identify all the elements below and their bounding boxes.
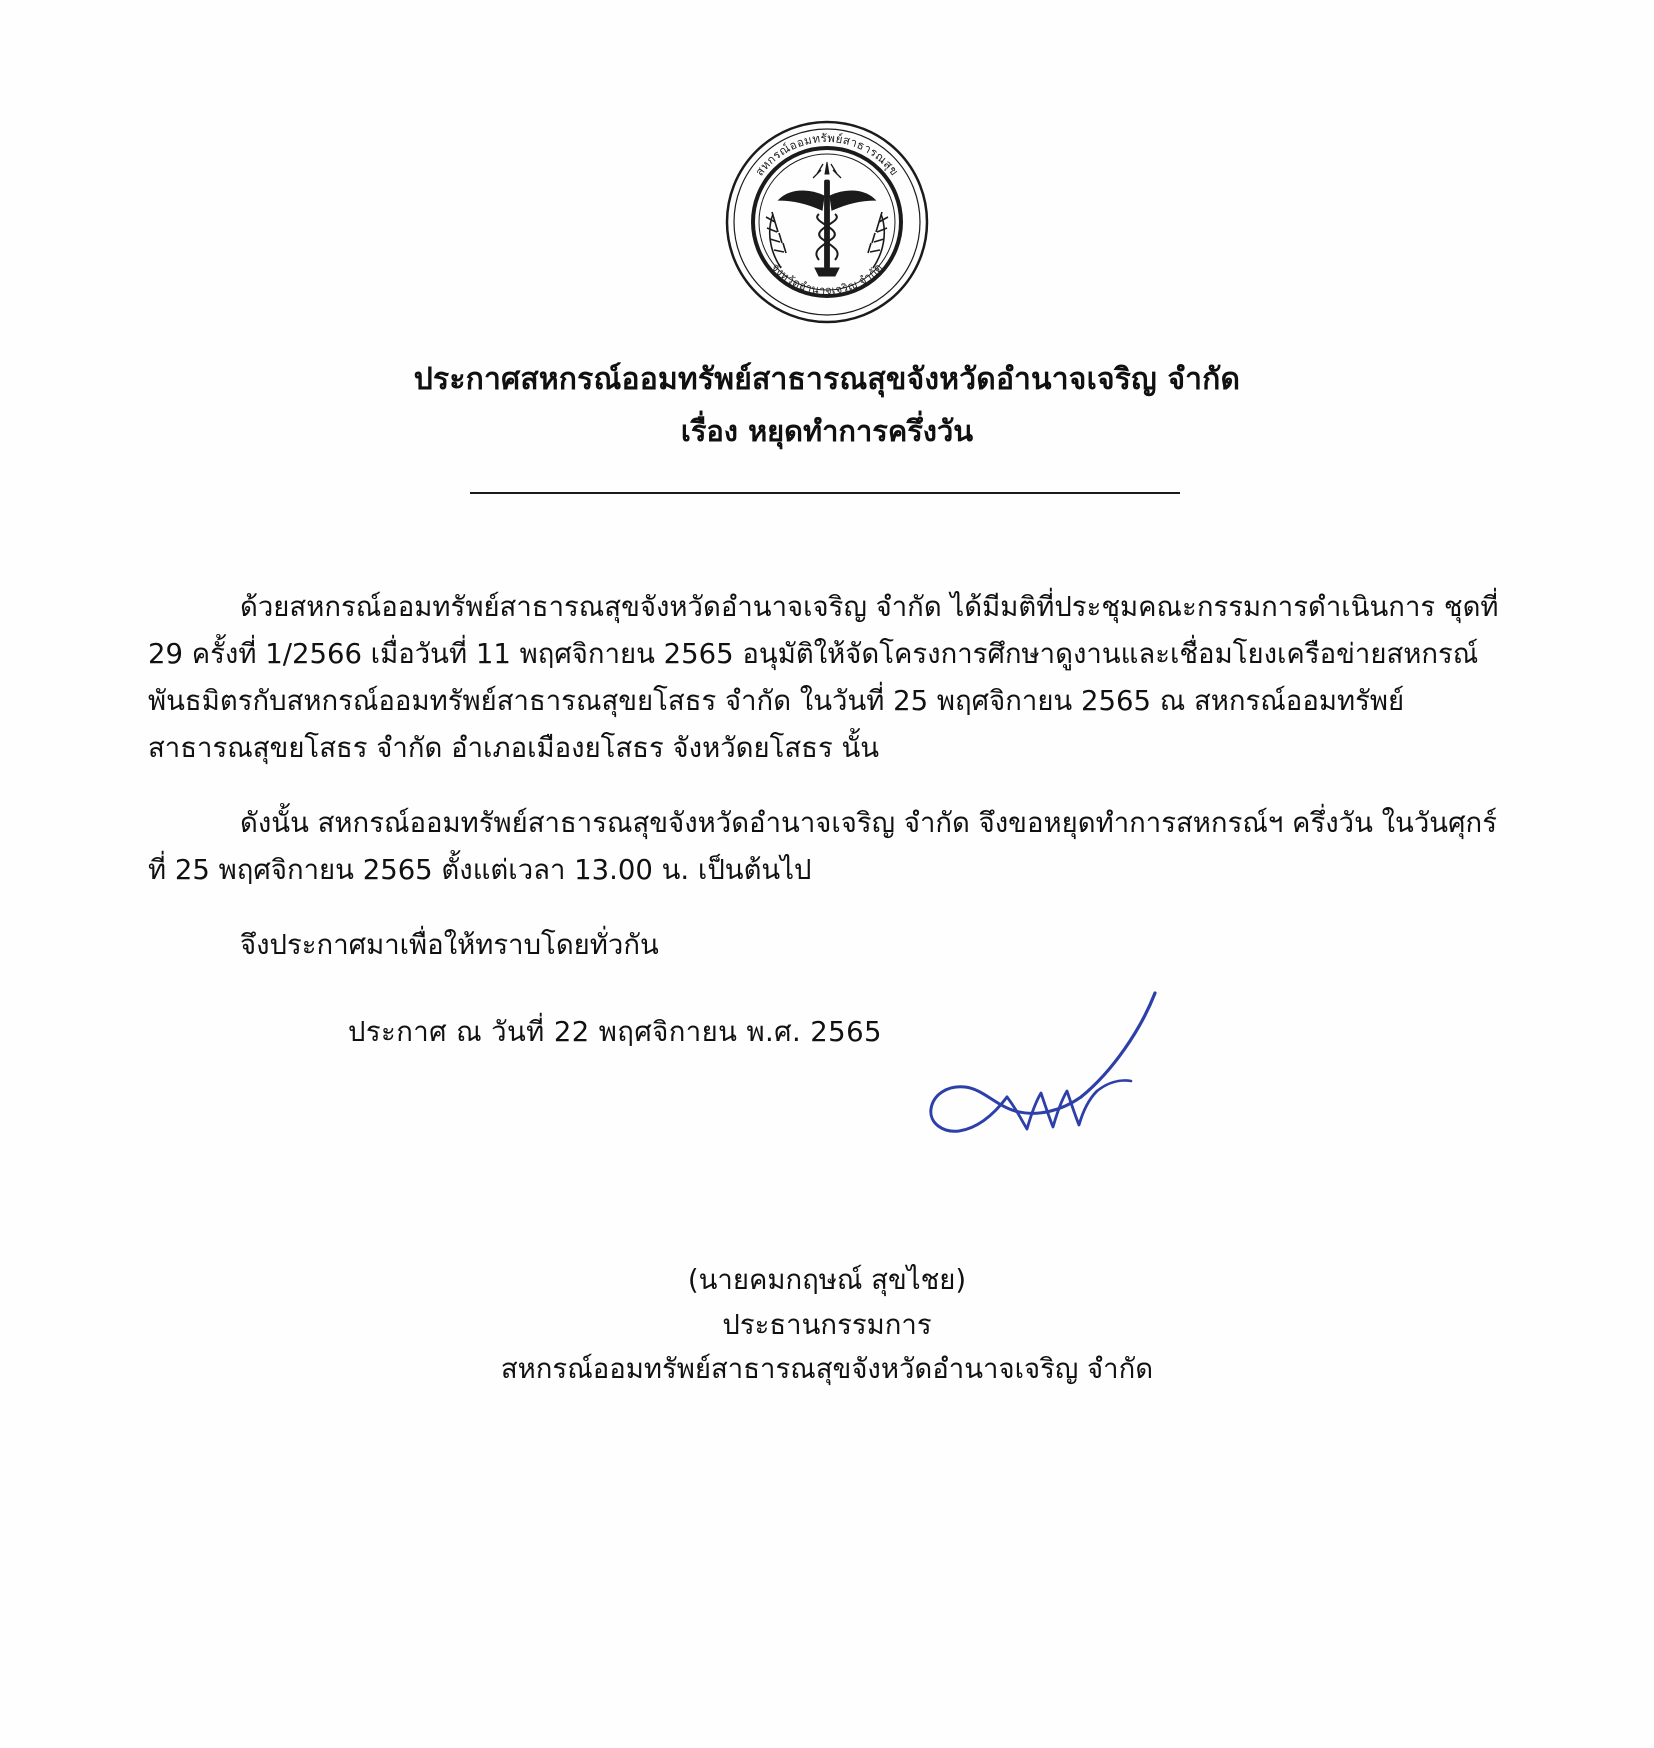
handwritten-signature (855, 985, 1275, 1195)
paragraph-1-text: ด้วยสหกรณ์ออมทรัพย์สาธารณสุขจังหวัดอำนาจเจริญ จำกัด ได้มีมติที่ประชุมคณะกรรมการดำเนินการ ชุดที่ 29 ครั้งที่ 1/2566 เมื่อวันที่ 11 พฤศจิกายน 2565 อนุมัติให้จัดโครงการศึกษาดูงานและเชื่อมโยงเครือข่ายสหกรณ์พันธมิตรกับสหกรณ์ออมทรัพย์สาธารณสุขยโสธร จำกัด ในวันที่ 25 พฤศจิกายน 2565 ณ สหกรณ์ออมทรัพย์สาธารณสุขยโสธร จำกัด อำเภอเมืองยโสธร จังหวัดยโสธร นั้น (148, 590, 1499, 765)
svg-text:จังหวัดอำนาจเจริญ จำกัด: จังหวัดอำนาจเจริญ จำกัด (768, 260, 886, 298)
announced-date: ประกาศ ณ วันที่ 22 พฤศจิกายน พ.ศ. 2565 (348, 1016, 882, 1048)
paragraph-2 (148, 800, 1503, 895)
signer-role: ประธานกรรมการ (722, 1308, 932, 1341)
paragraph-3 (148, 922, 1503, 969)
paragraph-1 (148, 584, 1503, 773)
cooperative-seal-icon (723, 118, 931, 326)
emblem-container (0, 118, 1654, 326)
document-subject: เรื่อง หยุดทำการครึ่งวัน (680, 413, 974, 448)
svg-text:สหกรณ์ออมทรัพย์สาธารณสุข: สหกรณ์ออมทรัพย์สาธารณสุข (752, 130, 902, 179)
signer-name: (นายคมกฤษณ์ สุขไชย) (687, 1264, 967, 1296)
horizontal-divider (470, 492, 1180, 494)
document-body (148, 556, 1503, 1000)
signer-organization: สหกรณ์ออมทรัพย์สาธารณสุขจังหวัดอำนาจเจริญ จำกัด (500, 1353, 1154, 1386)
page-title: ประกาศสหกรณ์ออมทรัพย์สาธารณสุขจังหวัดอำนาจเจริญ จำกัด (413, 362, 1241, 397)
signature-block (0, 1258, 1654, 1392)
title-block (0, 358, 1654, 452)
paragraph-3-text: จึงประกาศมาเพื่อให้ทราบโดยทั่วกัน (240, 929, 659, 962)
paragraph-2-text: ดังนั้น สหกรณ์ออมทรัพย์สาธารณสุขจังหวัดอำนาจเจริญ จำกัด จึงขอหยุดทำการสหกรณ์ฯ ครึ่งวัน ในวันศุกร์ที่ 25 พฤศจิกายน 2565 ตั้งแต่เวลา 13.00 น. เป็นต้นไป (148, 807, 1497, 887)
